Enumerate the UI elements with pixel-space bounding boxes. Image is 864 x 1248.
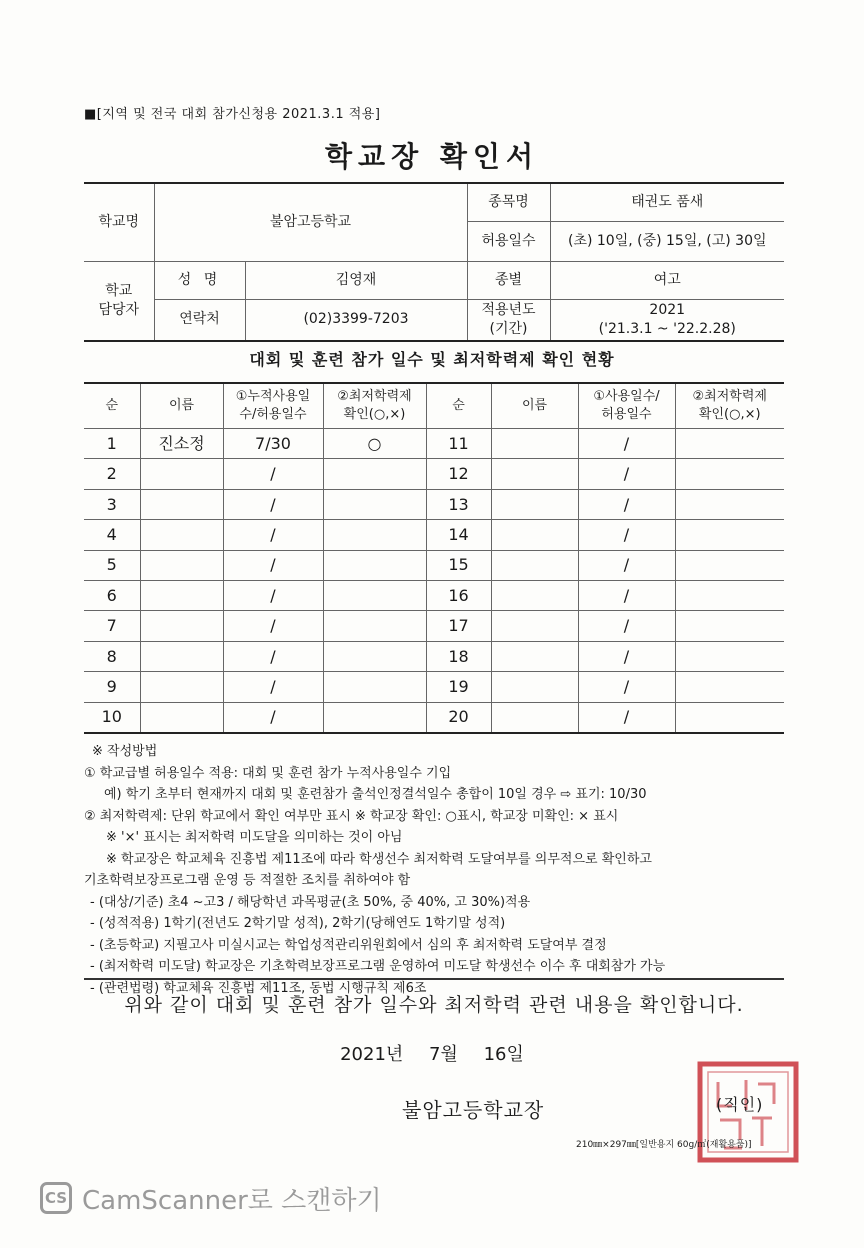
table-row: [84, 489, 784, 519]
row-no: 6: [84, 580, 140, 610]
year-label-line1: 적용년도: [481, 301, 536, 318]
allowed-days-label: 허용일수: [467, 221, 550, 261]
row-days: /: [223, 702, 323, 733]
row-no: 16: [426, 580, 491, 610]
guide-line: - (최저학력 미도달) 학교장은 기초학력보장프로그램 운영하여 미도달 학생선수 이수 후 대회참가 가능: [90, 959, 666, 974]
row-days: /: [578, 489, 675, 519]
row-name: [491, 429, 578, 459]
row-name: [491, 550, 578, 580]
row-name: [491, 489, 578, 519]
event-value: 태권도 품새: [550, 183, 784, 221]
row-check: [675, 489, 784, 519]
row-check: [675, 550, 784, 580]
row-days: /: [223, 520, 323, 550]
row-days: /: [223, 459, 323, 489]
row-days: /: [223, 550, 323, 580]
section-title: 대회 및 훈련 참가 일수 및 최저학력제 확인 현황: [249, 350, 615, 369]
name-label: 성 명: [154, 261, 245, 299]
row-name: [491, 672, 578, 702]
event-label: 종목명: [467, 183, 550, 221]
row-days: /: [578, 459, 675, 489]
date-day: 16일: [483, 1044, 524, 1065]
row-days: /: [578, 672, 675, 702]
header-days-right-line1: ①사용일수/: [593, 389, 660, 405]
table-row: [84, 550, 784, 580]
row-name: 진소정: [140, 429, 223, 459]
guide-line: - (성적적용) 1학기(전년도 2학기말 성적), 2학기(당해연도 1학기말 성적): [90, 916, 506, 931]
row-days: /: [223, 489, 323, 519]
header-days-right-line2: 허용일수: [601, 407, 652, 422]
manager-label: [84, 261, 154, 341]
row-name: [491, 580, 578, 610]
row-no: 3: [84, 489, 140, 519]
row-check: [323, 580, 426, 610]
year-label: [467, 299, 550, 341]
header-note: ■[지역 및 전국 대회 참가신청용 2021.3.1 적용]: [84, 107, 381, 122]
row-name: [140, 611, 223, 641]
row-days: /: [578, 520, 675, 550]
row-days: /: [223, 641, 323, 671]
header-check-left: [323, 383, 426, 429]
row-no: 2: [84, 459, 140, 489]
camscanner-logo-icon: CS: [40, 1182, 72, 1214]
row-check: [323, 550, 426, 580]
date-month: 7월: [429, 1044, 458, 1065]
gender-label: 종별: [467, 261, 550, 299]
row-no: 20: [426, 702, 491, 733]
row-check: [323, 702, 426, 733]
table-row: [84, 520, 784, 550]
writing-guide: [84, 741, 784, 999]
row-name: [491, 611, 578, 641]
name-value: 김영재: [245, 261, 467, 299]
row-days: /: [223, 580, 323, 610]
guide-line: 기초학력보장프로그램 운영 등 적절한 조치를 취하여야 함: [84, 873, 411, 888]
header-days-right: [578, 383, 675, 429]
header-days-left-line1: ①누적사용일: [235, 389, 311, 405]
school-label: 학교명: [84, 183, 154, 261]
year-label-line2: (기간): [489, 320, 528, 337]
row-no: 4: [84, 520, 140, 550]
header-check-right-line2: 확인(○,×): [698, 407, 761, 422]
table-row: [84, 641, 784, 671]
row-check: [323, 641, 426, 671]
year-value: 2021: [649, 301, 686, 318]
table-row: [84, 702, 784, 733]
row-check: [675, 611, 784, 641]
date-year: 2021년: [340, 1044, 404, 1065]
contact-value: (02)3399-7203: [245, 299, 467, 341]
row-name: [491, 459, 578, 489]
watermark-text: CamScanner로 스캔하기: [82, 1185, 382, 1216]
roster-header-row: [84, 383, 784, 429]
guide-line: 예) 학기 초부터 현재까지 대회 및 훈련참가 출석인정결석일수 총합이 10일 경우 ⇨ 표기: 10/30: [104, 787, 647, 802]
info-table: [84, 182, 784, 342]
guide-line: - (대상/기준) 초4 ~고3 / 해당학년 과목평균(초 50%, 중 40%, 고 30%)적용: [90, 894, 531, 910]
row-days: /: [578, 580, 675, 610]
header-check-right: [675, 383, 784, 429]
table-row: [84, 672, 784, 702]
row-check: [323, 520, 426, 550]
row-name: [140, 459, 223, 489]
row-name: [140, 520, 223, 550]
year-value-cell: [550, 299, 784, 341]
manager-label-line1: 학교: [105, 282, 133, 299]
contact-label: 연락처: [154, 299, 245, 341]
row-no: 17: [426, 611, 491, 641]
row-check: [675, 672, 784, 702]
divider: [84, 978, 784, 980]
gender-value: 여고: [550, 261, 784, 299]
row-no: 13: [426, 489, 491, 519]
header-no-left: 순: [84, 383, 140, 429]
header-check-left-line1: ②최저학력제: [337, 389, 412, 405]
table-row: [84, 580, 784, 610]
period-value: ('21.3.1 ~ '22.2.28): [598, 320, 736, 337]
row-no: 11: [426, 429, 491, 459]
confirm-statement: 위와 같이 대회 및 훈련 참가 일수와 최저학력 관련 내용을 확인합니다.: [124, 994, 744, 1016]
row-days: /: [578, 702, 675, 733]
row-no: 10: [84, 702, 140, 733]
row-no: 14: [426, 520, 491, 550]
row-no: 12: [426, 459, 491, 489]
guide-heading: ※ 작성방법: [92, 744, 158, 759]
row-name: [140, 489, 223, 519]
row-no: 15: [426, 550, 491, 580]
row-name: [140, 580, 223, 610]
signer-name: 불암고등학교장: [402, 1098, 545, 1122]
seal-label: (직인): [716, 1095, 764, 1114]
header-check-right-line1: ②최저학력제: [692, 389, 767, 405]
row-days: /: [578, 429, 675, 459]
row-check: [675, 580, 784, 610]
row-no: 1: [84, 429, 140, 459]
row-no: 5: [84, 550, 140, 580]
guide-line: - (관련법령) 학교체육 진흥법 제11조, 동법 시행규칙 제6조: [90, 980, 427, 996]
table-row: [84, 611, 784, 641]
paper-size-note: 210㎜×297㎜[일반용지 60g/㎡(재활용품)]: [576, 1140, 752, 1150]
header-days-left: [223, 383, 323, 429]
row-check: [323, 672, 426, 702]
row-check: [323, 459, 426, 489]
header-days-left-line2: 수/허용일수: [239, 407, 307, 422]
guide-line: ① 학교급별 허용일수 적용: 대회 및 훈련 참가 누적사용일수 기입: [84, 765, 452, 781]
guide-line: ※ '×' 표시는 최저학력 미도달을 의미하는 것이 아님: [106, 830, 403, 845]
row-name: [491, 702, 578, 733]
table-row: [84, 459, 784, 489]
row-check: [675, 459, 784, 489]
row-days: /: [578, 641, 675, 671]
row-check: [675, 520, 784, 550]
table-row: [84, 429, 784, 459]
row-no: 19: [426, 672, 491, 702]
school-name: 불암고등학교: [154, 183, 467, 261]
row-name: [140, 702, 223, 733]
roster-table: [84, 382, 784, 734]
row-days: /: [223, 672, 323, 702]
row-name: [491, 641, 578, 671]
header-name-left: 이름: [140, 383, 223, 429]
row-no: 18: [426, 641, 491, 671]
guide-line: - (초등학교) 지필고사 미실시교는 학업성적관리위원회에서 심의 후 최저학력 도달여부 결정: [90, 937, 607, 953]
row-days: /: [223, 611, 323, 641]
row-name: [140, 641, 223, 671]
row-no: 8: [84, 641, 140, 671]
row-name: [491, 520, 578, 550]
row-name: [140, 550, 223, 580]
guide-line: ※ 학교장은 학교체육 진흥법 제11조에 따라 학생선수 최저학력 도달여부를 의무적으로 확인하고: [106, 851, 652, 867]
row-no: 7: [84, 611, 140, 641]
row-check: [675, 702, 784, 733]
row-no: 9: [84, 672, 140, 702]
page-title: 학교장 확인서: [324, 140, 540, 173]
row-days: /: [578, 550, 675, 580]
row-name: [140, 672, 223, 702]
header-no-right: 순: [426, 383, 491, 429]
camscanner-watermark: [40, 1176, 382, 1220]
guide-line: ② 최저학력제: 단위 학교에서 확인 여부만 표시 ※ 학교장 확인: ○표시, 학교장 미확인: × 표시: [84, 808, 619, 824]
row-check: ○: [323, 429, 426, 459]
row-check: [323, 611, 426, 641]
row-days: /: [578, 611, 675, 641]
header-name-right: 이름: [491, 383, 578, 429]
row-check: [675, 641, 784, 671]
header-check-left-line2: 확인(○,×): [343, 407, 406, 422]
row-check: [675, 429, 784, 459]
row-days: 7/30: [223, 429, 323, 459]
row-check: [323, 489, 426, 519]
allowed-days-value: (초) 10일, (중) 15일, (고) 30일: [550, 221, 784, 261]
manager-label-line2: 담당자: [98, 301, 140, 318]
